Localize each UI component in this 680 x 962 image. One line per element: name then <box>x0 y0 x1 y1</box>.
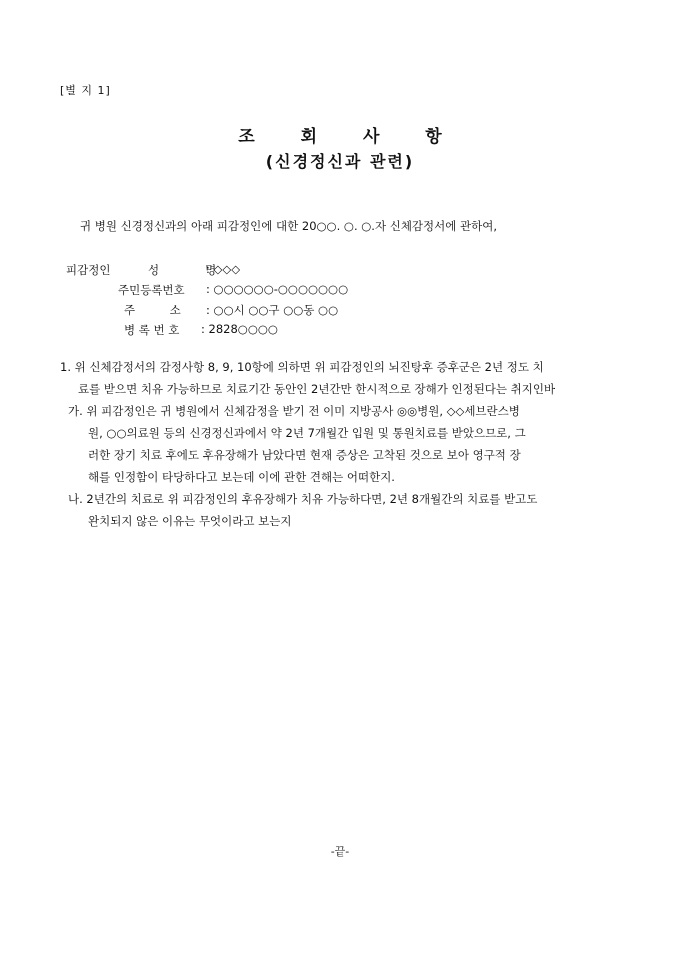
name-value: : ◇◇◇ <box>206 262 241 276</box>
rrn-label: 주민등록번호 <box>118 283 185 297</box>
sub-question-a-line: 러한 장기 치료 후에도 후유장해가 남았다면 현재 증상은 고착된 것으로 보아 영구적 장 <box>88 448 521 462</box>
rrn-value: : ○○○○○○-○○○○○○○ <box>206 282 349 296</box>
document-title: 조 회 사 항 <box>238 127 462 147</box>
document-subtitle: (신경정신과 관련) <box>265 152 415 171</box>
sub-question-a-line: 해를 인정함이 타당하다고 보는데 이에 관한 견해는 어떠한지. <box>88 470 395 484</box>
record-number-label: 병 록 번 호 <box>124 323 180 337</box>
sub-question-a-line: 원, ○○의료원 등의 신경정신과에서 약 2년 7개월간 입원 및 통원치료를 받았으므로, 그 <box>88 426 526 440</box>
subject-heading: 피감정인 <box>66 263 111 277</box>
intro-paragraph: 귀 병원 신경정신과의 아래 피감정인에 대한 20○○. ○. ○.자 신체감정서에 관하여, <box>80 219 497 233</box>
name-label: 성 명 <box>148 263 217 277</box>
address-value: : ○○시 ○○구 ○○동 ○○ <box>206 303 339 317</box>
end-marker: -끝- <box>330 845 350 858</box>
annex-label: [별 지 1] <box>60 84 111 97</box>
sub-question-b-line: 나. 2년간의 치료로 위 피감정인의 후유장해가 치유 가능하다면, 2년 8개월간의 치료를 받고도 <box>68 492 538 506</box>
address-label: 주 소 <box>124 303 181 317</box>
question-1-line: 1. 위 신체감정서의 감정사항 8, 9, 10항에 의하면 위 피감정인의 뇌진탕후 증후군은 2년 정도 치 <box>60 360 544 374</box>
question-1-line: 료를 받으면 치유 가능하므로 치료기간 동안인 2년간만 한시적으로 장해가 인정된다는 취지인바 <box>78 382 556 396</box>
sub-question-a-line: 가. 위 피감정인은 귀 병원에서 신체감정을 받기 전 이미 지방공사 ◎◎병원, ◇◇세브란스병 <box>68 404 520 418</box>
sub-question-b-line: 완치되지 않은 이유는 무엇이라고 보는지 <box>88 514 292 528</box>
record-number-value: : 2828○○○○ <box>201 322 278 336</box>
